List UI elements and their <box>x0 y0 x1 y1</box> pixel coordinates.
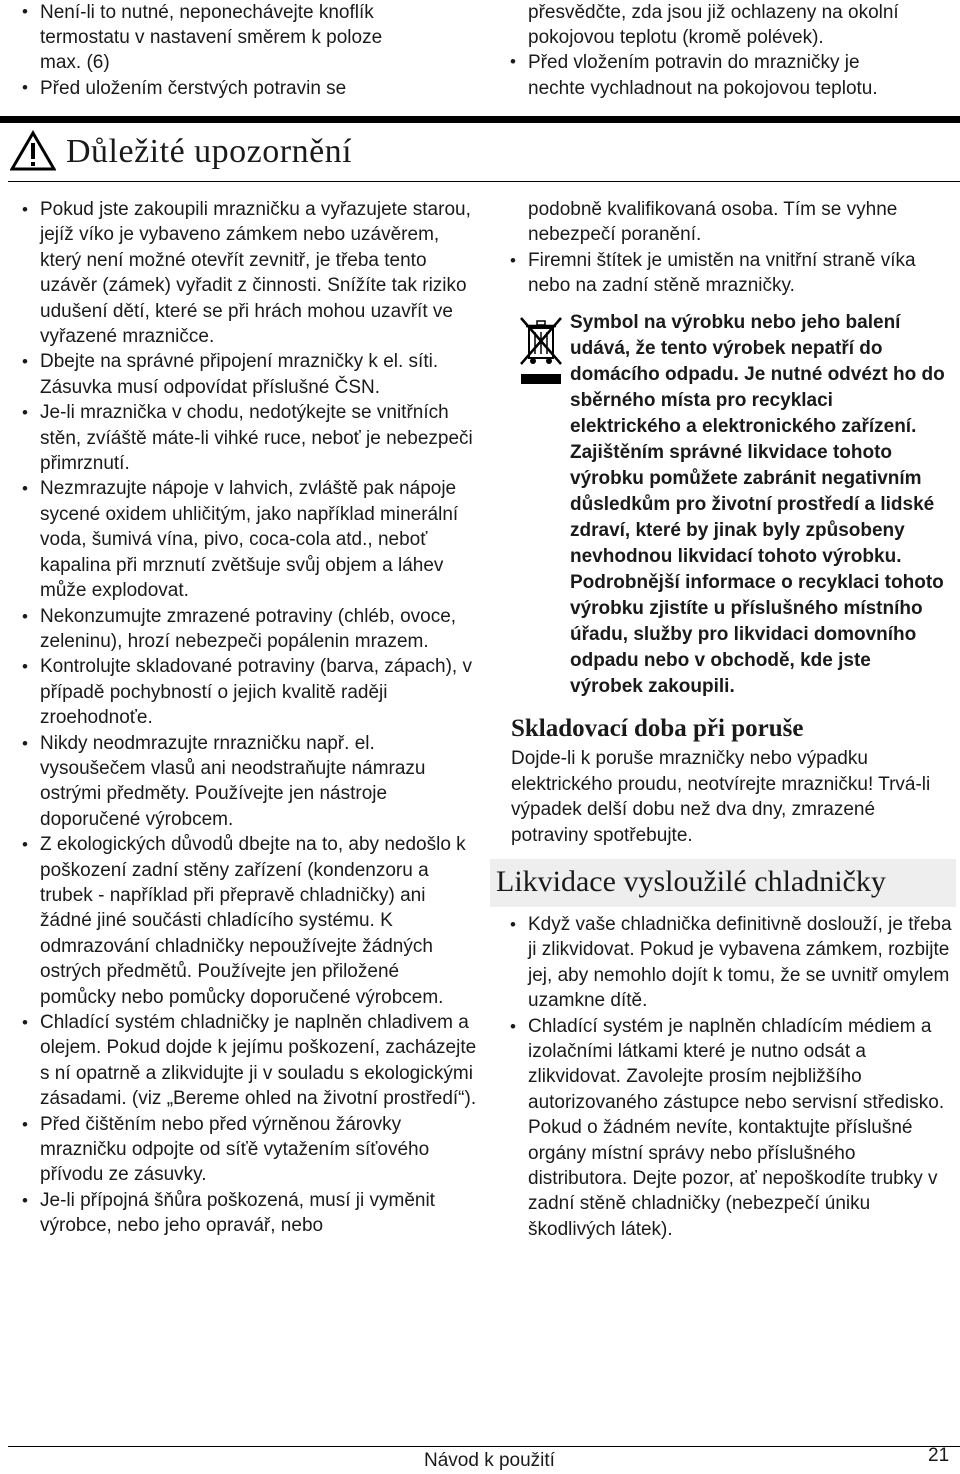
list-item: • Když vaše chladnička definitivně doslouží, je třeba ji zlikvidovat. Pokud je vybavena zámkem, rozbijte jej, aby nemohlo dojít k tomu, že se uvnitř omylem uzamkne dítě. <box>496 912 956 1014</box>
safety-list-column <box>8 197 478 1239</box>
disposal-column <box>496 912 956 1242</box>
list-item: • Firemni štítek je umistěn na vnitřní straně víka nebo na zadní stěně mrazničky. <box>496 248 956 299</box>
top-left-line-3: max. (6) <box>40 52 110 73</box>
page-number: 21 <box>928 1445 950 1466</box>
top-left-line-4: Před uložením čerstvých potravin se <box>40 78 347 99</box>
list-item: • Chladící systém je naplněn chladícím médiem a izolačními látkami které je nutno odsát a zlikvidovat. Zavolejte prosím nejbližšího autorizovaného zástupce nebo servisní středisko. Pokud o žádném nevíte, kontaktujte příslušné orgány místní správy nebo příslušného distributora. Dejte pozor, ať nepoškodíte trubky v zadní stěně chladničky (nebezpečí úniku škodlivých látek). <box>496 1014 956 1243</box>
label-list <box>496 248 956 299</box>
top-right-line-4: nechte vychladnout na pokojovou teplotu. <box>528 78 878 99</box>
list-item: • Nezmrazujte nápoje v lahvich, zvláště pak nápoje sycené oxidem uhličitým, jako například minerální voda, šumivá vína, pivo, coca-cola atd., neboť kapalina při mrznutí zvětšuje svůj objem a láhev může explodovat. <box>8 476 478 603</box>
list-item: • Chladící systém chladničky je naplněn chladivem a olejem. Pokud dojde k jejímu poškození, zacházejte s ní opatrně a zlikvidujte ji v souladu s ekologickými zásadami. (viz „Bereme ohled na životní prostředí“). <box>8 1010 478 1112</box>
top-left-line-2: termostatu v nastavení směrem k poloze <box>40 27 383 48</box>
top-right-line-2: pokojovou teplotu (kromě polévek). <box>528 27 824 48</box>
weee-notice <box>511 310 949 700</box>
section-divider <box>0 116 960 123</box>
list-item: • Dbejte na správné připojení mrazničky k el. síti. Zásuvka musí odpovídat příslušné ČSN. <box>8 349 478 400</box>
storage-body: Dojde-li k poruše mrazničky nebo výpadku elektrického proudu, neotvírejte mrazničku! Trvá-li výpadek delší dobu než dva dny, zmrazené potraviny spotřebujte. <box>511 748 931 846</box>
top-right-line-3: Před vložením potravin do mrazničky je <box>528 52 860 73</box>
right-column <box>496 197 956 299</box>
list-item: • Před čištěním nebo před výrněnou žárovky mrazničku odpojte od síťě vytažením síťového přívodu ze zásuvky. <box>8 1112 478 1188</box>
footer-label: Návod k použití <box>424 1450 555 1471</box>
safety-list <box>8 197 478 1239</box>
bullet: • <box>22 2 28 21</box>
list-item: • Je-li mraznička v chodu, nedotýkejte se vnitřních stěn, zvíáště máte-li vihké ruce, neboť je nebezpeči přimrznutí. <box>8 400 478 476</box>
list-item: • Nikdy neodmrazujte rnrazničku např. el. vysoušečem vlasů ani neodstraňujte námrazu ostrými předměty. Používejte jen nástroje doporučené výrobcem. <box>8 731 478 833</box>
warning-heading: Důležité upozornění <box>66 133 353 170</box>
continuation-text: podobně kvalifikovaná osoba. Tím se vyhne nebezpečí poranění. <box>528 199 898 246</box>
storage-heading: Skladovací doba při poruše <box>511 715 804 742</box>
list-item: • Nekonzumujte zmrazené potraviny (chléb, ovoce, zeleninu), hrozí nebezpeči popálenin mrazem. <box>8 604 478 655</box>
disposal-heading: Likvidace vysloužilé chladničky <box>496 865 886 898</box>
disposal-list <box>496 912 956 1242</box>
top-left-line-1: Není-li to nutné, neponechávejte knoflík <box>40 2 374 23</box>
list-item: • Kontrolujte skladované potraviny (barva, zápach), v případě pochybností o jejich kvalitě raději zroehodnoťe. <box>8 654 478 730</box>
crossed-bin-icon <box>517 314 567 394</box>
bullet: • <box>22 78 28 97</box>
weee-text: Symbol na výrobku nebo jeho balení udává, že tento výrobek nepatří do domácího odpadu. Je nutné odvézt ho do sběrného místa pro recyklaci elektrického a elektronického zařízení. Zajištěním správné likvidace tohoto výrobku pomůžete zabránit negativním důsledkům pro životní prostředí a lidské zdraví, které by jinak byly způsobeny nevhodnou likvidací tohoto výrobku. Podrobnější informace o recyklaci tohoto výrobku zjistíte u příslušného místního úřadu, služby pro likvidaci domovního odpadu nebo v obchodě, kde jste výrobek zakoupili. <box>570 312 945 697</box>
warning-triangle-icon <box>10 130 56 172</box>
list-item: • Z ekologických důvodů dbejte na to, aby nedošlo k poškození zadní stěny zařízení (kondenzoru a trubek - například při přepravě chladničky) ani žádné jiné součásti chladícího systému. K odmrazování chladničky nepoužívejte žádných ostrých předmětů. Používejte jen přiložené pomůcky nebo pomůcky doporučené výrobcem. <box>8 832 478 1010</box>
list-item: • Je-li přípojná šňůra poškozená, musí ji vyměnit výrobce, nebo jeho opravář, nebo <box>8 1188 478 1239</box>
bullet: • <box>510 52 516 71</box>
list-item: • Pokud jste zakoupili mrazničku a vyřazujete starou, jejíž víko je vybaveno zámkem nebo uzávěrem, který není možné otevřít zevnitř, je třeba tento uzávěr (zámek) vyřadit z činnosti. Snížíte tak riziko udušení dětí, které se při hrách mohou uzavřít ve vyřazené mrazničce. <box>8 197 478 349</box>
heading-underline <box>8 181 960 182</box>
footer-rule <box>8 1446 960 1447</box>
top-right-line-1: přesvědčte, zda jsou již ochlazeny na okolní <box>528 2 899 23</box>
